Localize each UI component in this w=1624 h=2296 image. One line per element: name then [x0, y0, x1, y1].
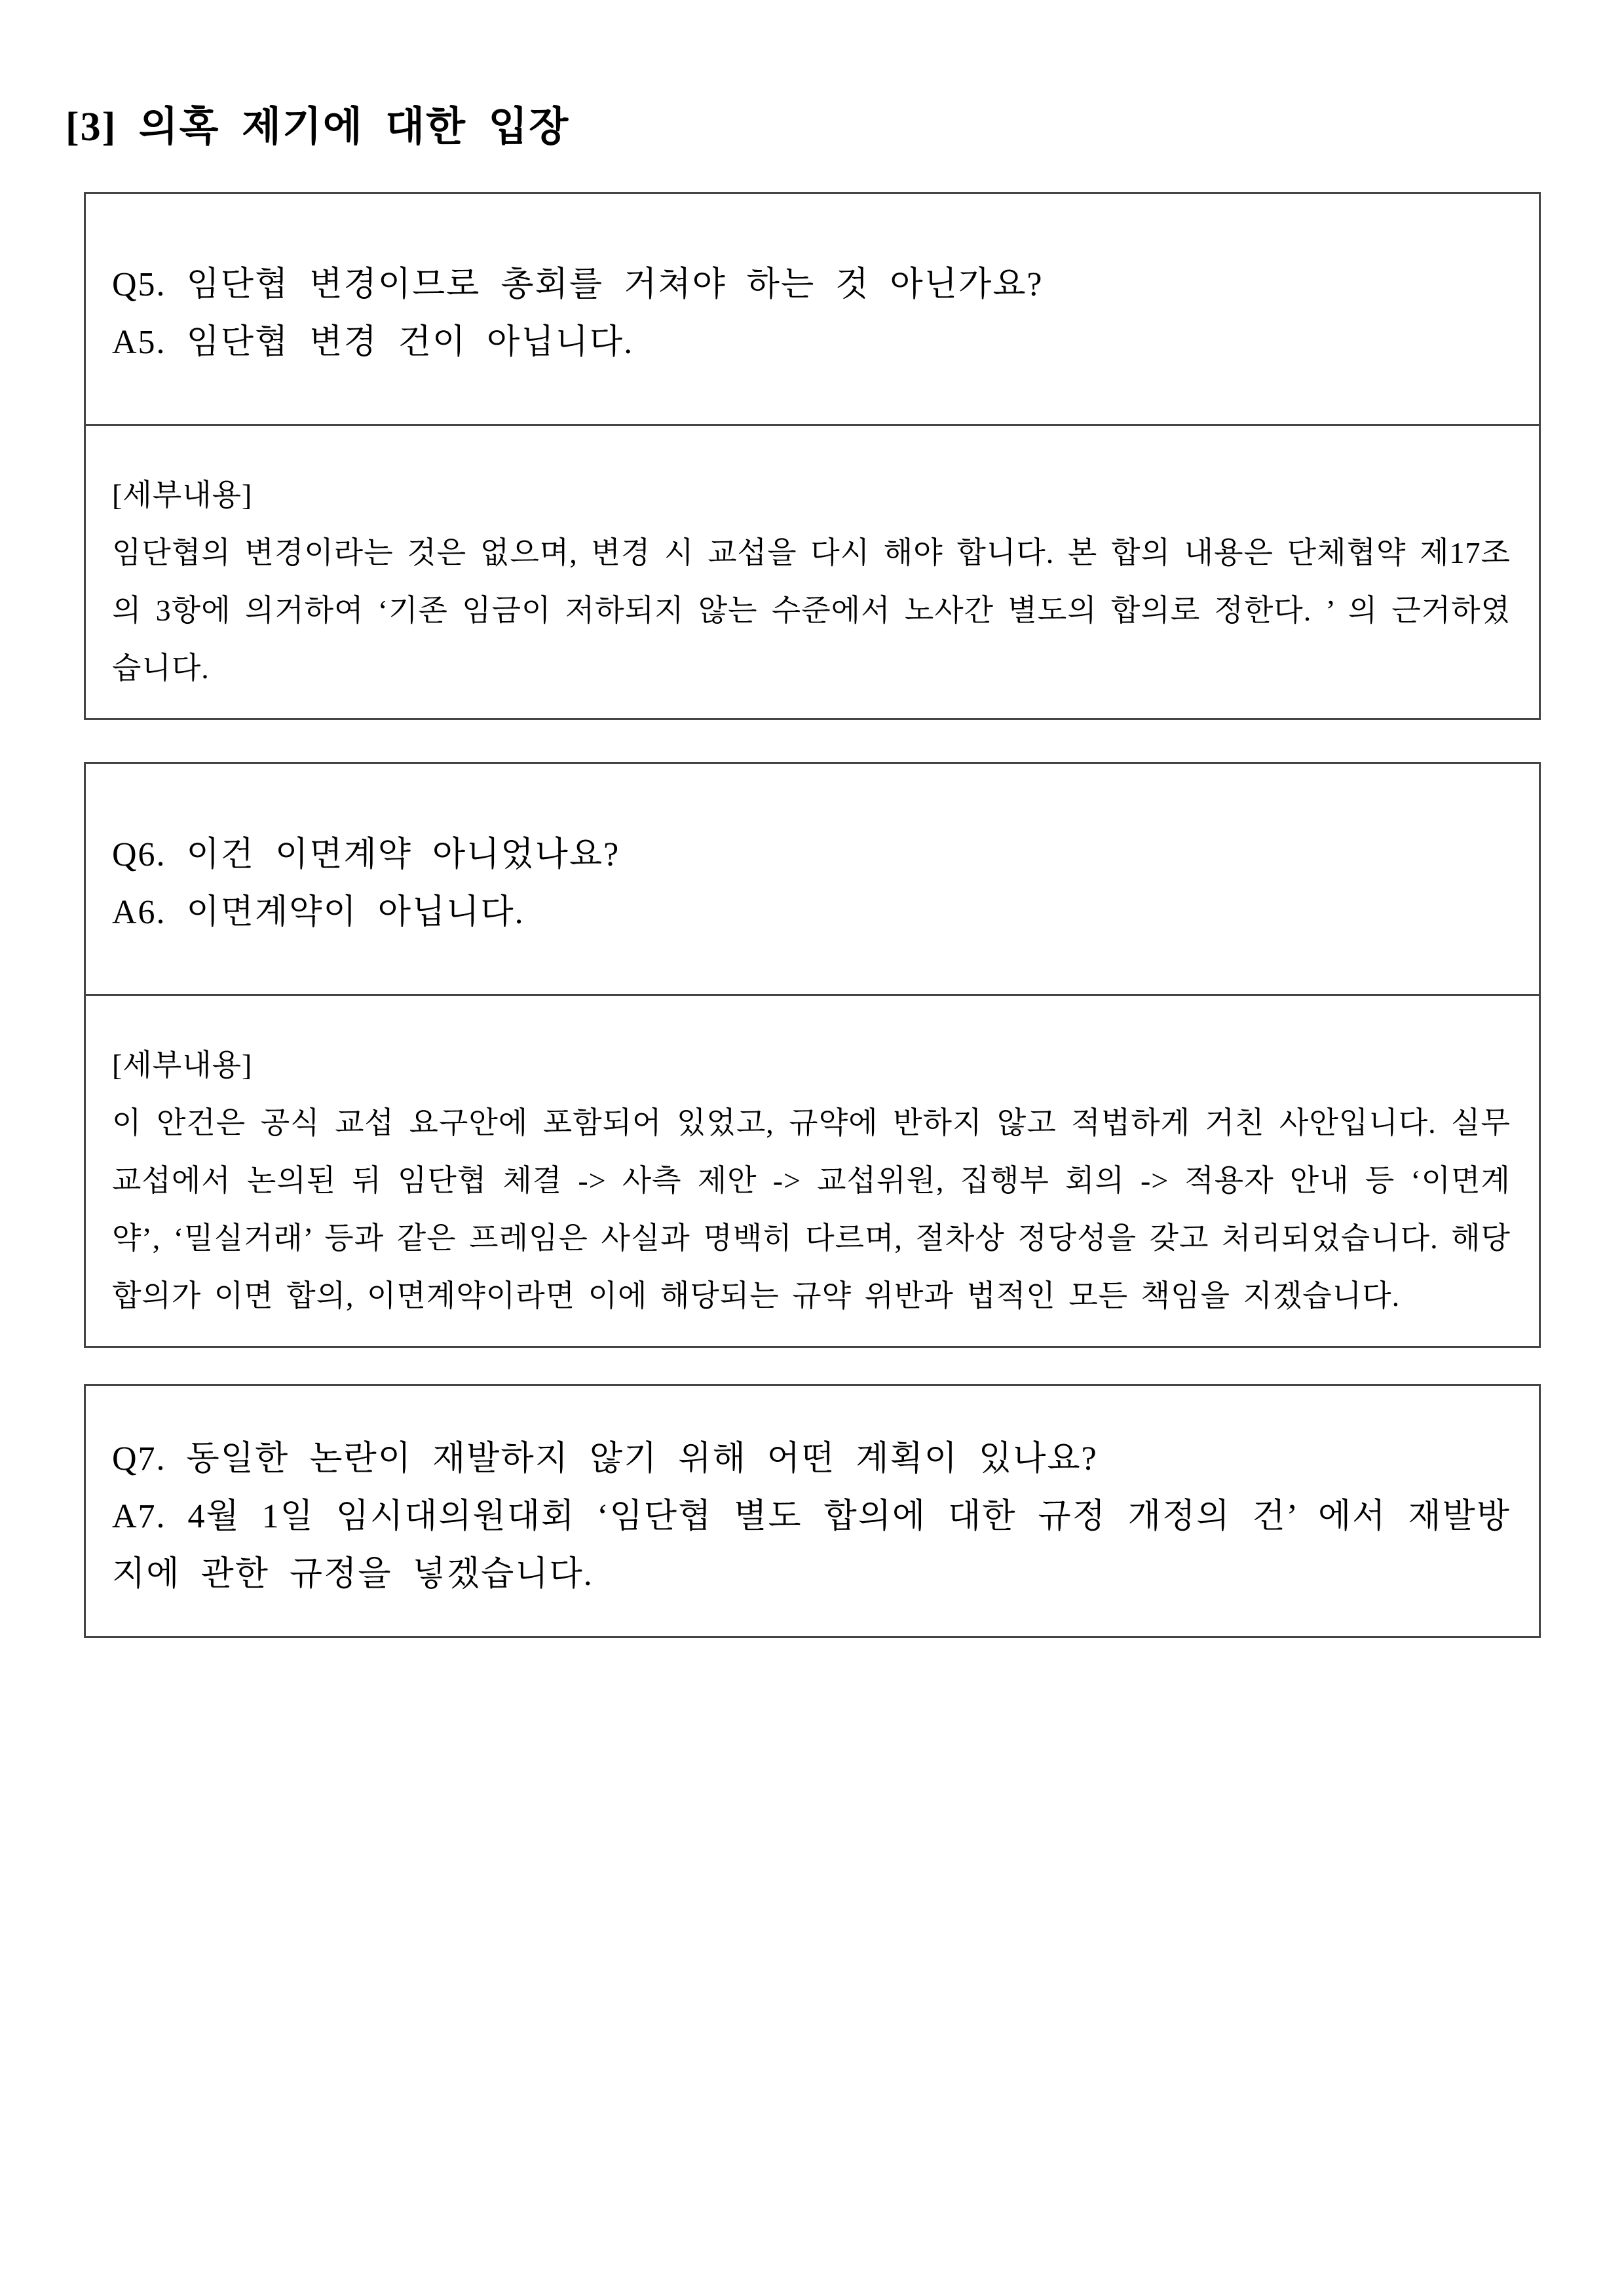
qa-box-q7: [84, 1384, 1541, 1638]
detail-section-q5: [86, 424, 1539, 716]
detail-heading-q6: [세부내용]: [112, 1048, 253, 1082]
answer-a7: A7. 4월 1일 임시대의원대회 ‘임단협 별도 합의에 대한 규정 개정의 건’ 에서 재발방지에 관한 규정을 넣겠습니다.: [112, 1498, 1511, 1593]
question-q6: Q6. 이건 이면계약 아니었나요?: [112, 836, 620, 873]
qa-section-q7: [86, 1386, 1539, 1636]
detail-body-q6: 이 안건은 공식 교섭 요구안에 포함되어 있었고, 규약에 반하지 않고 적법하게 거친 사안입니다. 실무교섭에서 논의된 뒤 임단협 체결 -> 사측 제안 -> 교섭위원, 집행부 회의 -> 적용자 안내 등 ‘이면계약’, ‘밀실거래’ 등과 같은 프레임은 사실과 명백히 다르며, 절차상 정당성을 갖고 처리되었습니다. 해당 합의가 이면 합의, 이면계약이라면 이에 해당되는 규약 위반과 법적인 모든 책임을 지겠습니다.: [112, 1106, 1511, 1312]
page-title: [3] 의혹 제기에 대한 입장: [66, 105, 570, 149]
question-q5: Q5. 임단협 변경이므로 총회를 거쳐야 하는 것 아닌가요?: [112, 266, 1044, 303]
detail-body-q5: 임단협의 변경이라는 것은 없으며, 변경 시 교섭을 다시 해야 합니다. 본 합의 내용은 단체협약 제17조의 3항에 의거하여 ‘기존 임금이 저하되지 않는 수준에서 노사간 별도의 합의로 정한다. ’ 의 근거하였습니다.: [112, 536, 1511, 685]
qa-section-q6: [86, 764, 1539, 994]
qa-box-q5: [84, 192, 1541, 720]
detail-heading-q5: [세부내용]: [112, 478, 253, 512]
answer-a6: A6. 이면계약이 아닙니다.: [112, 894, 525, 931]
qa-box-q6: [84, 762, 1541, 1348]
question-q7: Q7. 동일한 논란이 재발하지 않기 위해 어떤 계획이 있나요?: [112, 1440, 1098, 1478]
answer-a5: A5. 임단협 변경 건이 아닙니다.: [112, 324, 634, 361]
detail-section-q6: [86, 994, 1539, 1344]
qa-section-q5: [86, 194, 1539, 424]
